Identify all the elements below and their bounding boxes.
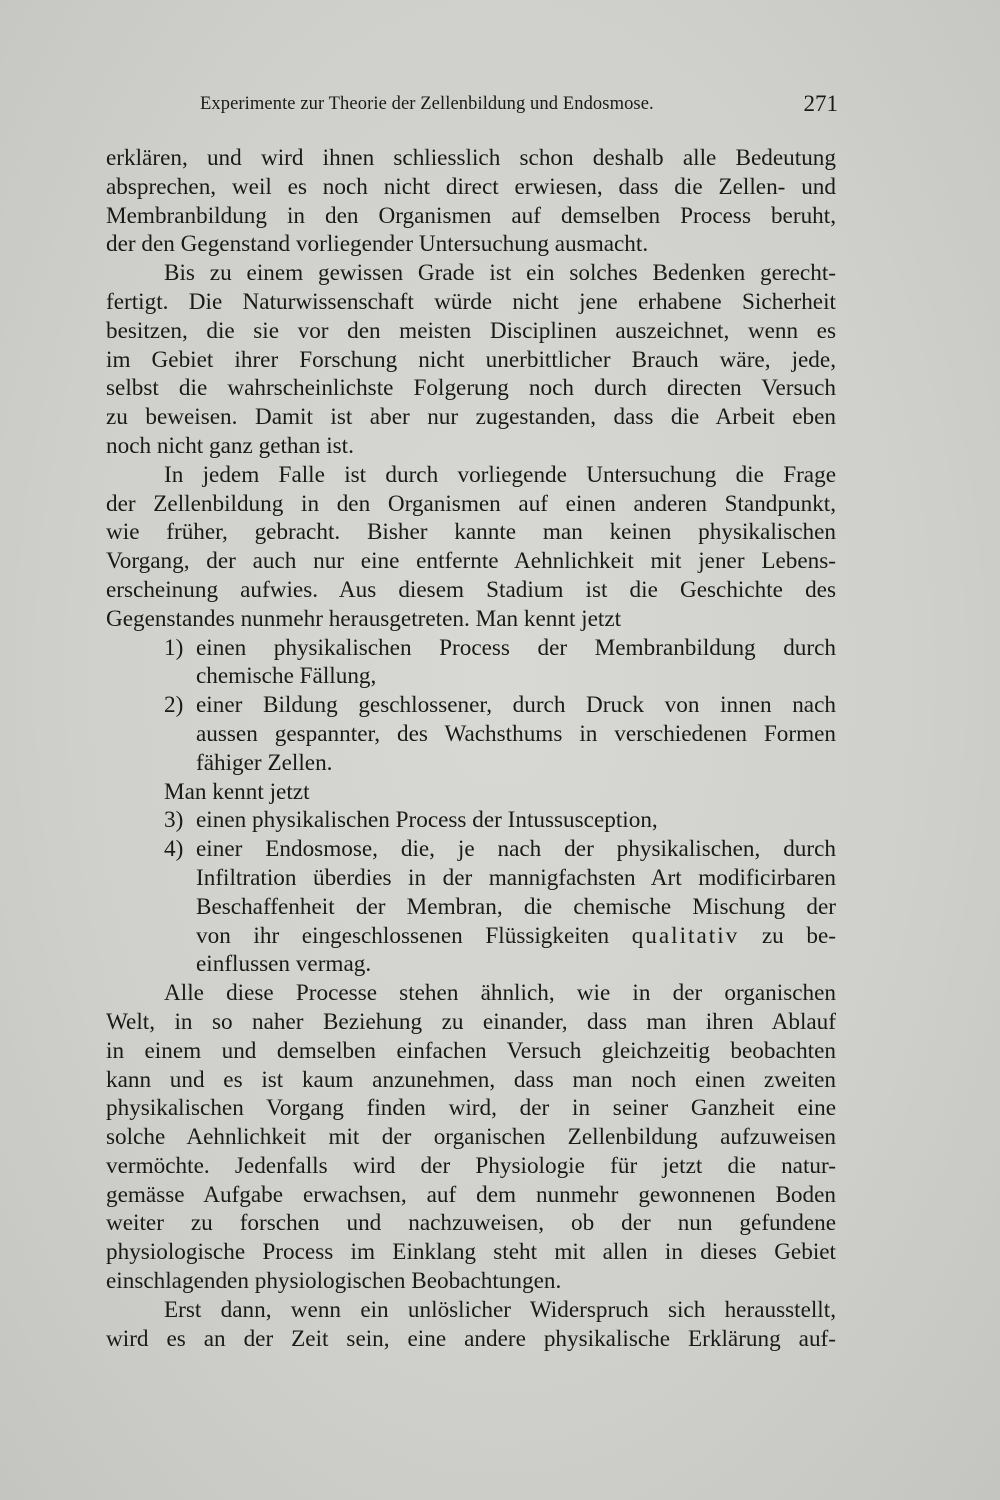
line-text: Bis zu einem gewissen Grade ist ein solches Bedenken gerecht-	[164, 260, 836, 287]
text-line	[106, 720, 836, 749]
line-text: physiologische Process im Einklang steht mit allen in dieses Gebiet	[106, 1239, 836, 1266]
text-line	[106, 259, 836, 288]
line-text: solche Aehnlichkeit mit der organischen Zellenbildung aufzuweisen	[106, 1124, 836, 1151]
line-text: wie früher, gebracht. Bisher kannte man keinen physikalischen	[106, 519, 836, 546]
line-text: noch nicht ganz gethan ist.	[106, 432, 354, 459]
line-text: erklären, und wird ihnen schliesslich schon deshalb alle Bedeutung	[106, 145, 836, 171]
text-line	[106, 1181, 836, 1210]
text-line	[106, 1209, 836, 1238]
line-text: In jedem Falle ist durch vorliegende Untersuchung die Frage	[164, 461, 836, 488]
page-number: 271	[803, 91, 838, 116]
text-line	[106, 893, 836, 922]
text-line	[106, 202, 836, 231]
text-line	[106, 461, 836, 490]
line-text: einer Endosmose, die, je nach der physikalischen, durch	[196, 836, 836, 863]
text-line	[106, 576, 836, 605]
line-text: chemische Fällung,	[196, 663, 377, 690]
text-line	[106, 317, 836, 346]
line-text: Vorgang, der auch nur eine entfernte Aehnlichkeit mit jener Lebens-	[106, 548, 836, 575]
line-text: weiter zu forschen und nachzuweisen, ob der nun gefundene	[106, 1210, 836, 1237]
text-line	[106, 835, 836, 864]
text-line	[106, 346, 836, 375]
text-line	[106, 230, 836, 259]
line-text: fähiger Zellen.	[196, 749, 333, 776]
list-number: 4)	[164, 836, 184, 863]
line-text: besitzen, die sie vor den meisten Disciplinen auszeichnet, wenn es	[106, 317, 836, 344]
line-text: zu be-	[739, 922, 837, 949]
line-text: Gegenstandes nunmehr herausgetreten. Man kennt jetzt	[106, 605, 622, 632]
line-text: Welt, in so naher Beziehung zu einander, dass man ihren Ablauf	[106, 1008, 836, 1035]
line-text: selbst die wahrscheinlichste Folgerung noch durch directen Versuch	[106, 375, 836, 402]
text-line	[106, 374, 836, 403]
line-text: erscheinung aufwies. Aus diesem Stadium ist die Geschichte des	[106, 576, 836, 603]
line-text: absprechen, weil es noch nicht direct erwiesen, dass die Zellen- und	[106, 173, 836, 200]
page-header	[200, 91, 840, 124]
line-text: gemässe Aufgabe erwachsen, auf dem nunmehr gewonnenen Boden	[106, 1181, 836, 1208]
line-text: kann und es ist kaum anzunehmen, dass man noch einen zweiten	[106, 1066, 836, 1093]
text-line	[106, 1267, 836, 1296]
text-line	[106, 1008, 836, 1037]
line-text: der Zellenbildung in den Organismen auf einen anderen Standpunkt,	[106, 490, 836, 517]
text-line	[106, 1094, 836, 1123]
line-text: einen physikalischen Process der Membranbildung durch	[196, 634, 836, 661]
text-line	[106, 403, 836, 432]
line-text: einer Bildung geschlossener, durch Druck von innen nach	[196, 692, 836, 719]
running-title: Experimente zur Theorie der Zellenbildung und Endosmose.	[200, 94, 654, 114]
line-text: Infiltration überdies in der mannigfachsten Art modificirbaren	[196, 864, 836, 891]
text-line	[106, 547, 836, 576]
text-line	[106, 1325, 836, 1354]
line-text: Erst dann, wenn ein unlöslicher Widerspruch sich herausstellt,	[164, 1296, 836, 1323]
list-number: 2)	[164, 692, 184, 719]
line-text: Beschaffenheit der Membran, die chemische Mischung der	[196, 893, 836, 920]
line-text: Alle diese Processe stehen ähnlich, wie in der organischen	[164, 980, 836, 1007]
text-line	[106, 432, 836, 461]
line-text: in einem und demselben einfachen Versuch gleichzeitig beobachten	[106, 1037, 836, 1064]
line-text: einschlagenden physiologischen Beobachtungen.	[106, 1268, 562, 1295]
text-line	[106, 864, 836, 893]
line-text: physikalischen Vorgang finden wird, der in seiner Ganzheit eine	[106, 1095, 836, 1122]
line-text: zu beweisen. Damit ist aber nur zugestanden, dass die Arbeit eben	[106, 404, 836, 431]
line-text: aussen gespannter, des Wachsthums in verschiedenen Formen	[196, 720, 836, 747]
text-line	[106, 950, 836, 979]
text-line	[106, 806, 836, 835]
text-line	[106, 518, 836, 547]
text-line	[106, 634, 836, 663]
line-text: Membranbildung in den Organismen auf demselben Process beruht,	[106, 202, 836, 229]
text-line	[106, 778, 836, 807]
text-line	[106, 749, 836, 778]
list-number: 1)	[164, 634, 184, 661]
line-text: im Gebiet ihrer Forschung nicht unerbittlicher Brauch wäre, jede,	[106, 346, 836, 373]
line-text: fertigt. Die Naturwissenschaft würde nicht jene erhabene Sicherheit	[106, 288, 836, 315]
line-text: einflussen vermag.	[196, 951, 372, 978]
line-text: wird es an der Zeit sein, eine andere physikalische Erklärung auf-	[106, 1325, 836, 1352]
text-line	[106, 1037, 836, 1066]
line-text: der den Gegenstand vorliegender Untersuchung ausmacht.	[106, 231, 649, 258]
line-text: von ihr eingeschlossenen Flüssigkeiten	[196, 922, 632, 949]
line-text: vermöchte. Jedenfalls wird der Physiologie für jetzt die natur-	[106, 1152, 836, 1179]
line-text: einen physikalischen Process der Intussusception,	[196, 807, 658, 834]
list-number: 3)	[164, 807, 184, 834]
text-line	[106, 979, 836, 1008]
text-line	[106, 605, 836, 634]
text-line	[106, 288, 836, 317]
text-line	[106, 691, 836, 720]
text-line	[106, 173, 836, 202]
text-line	[106, 1152, 836, 1181]
text-line	[106, 1238, 836, 1267]
text-line	[106, 662, 836, 691]
text-line	[106, 1123, 836, 1152]
text-line	[106, 1296, 836, 1325]
text-line	[106, 1066, 836, 1095]
text-line	[106, 144, 836, 173]
spaced-emphasis: qualitativ	[631, 922, 740, 949]
line-text: Man kennt jetzt	[164, 778, 310, 805]
body-text	[106, 144, 836, 1353]
text-line	[106, 922, 836, 951]
text-line	[106, 490, 836, 519]
